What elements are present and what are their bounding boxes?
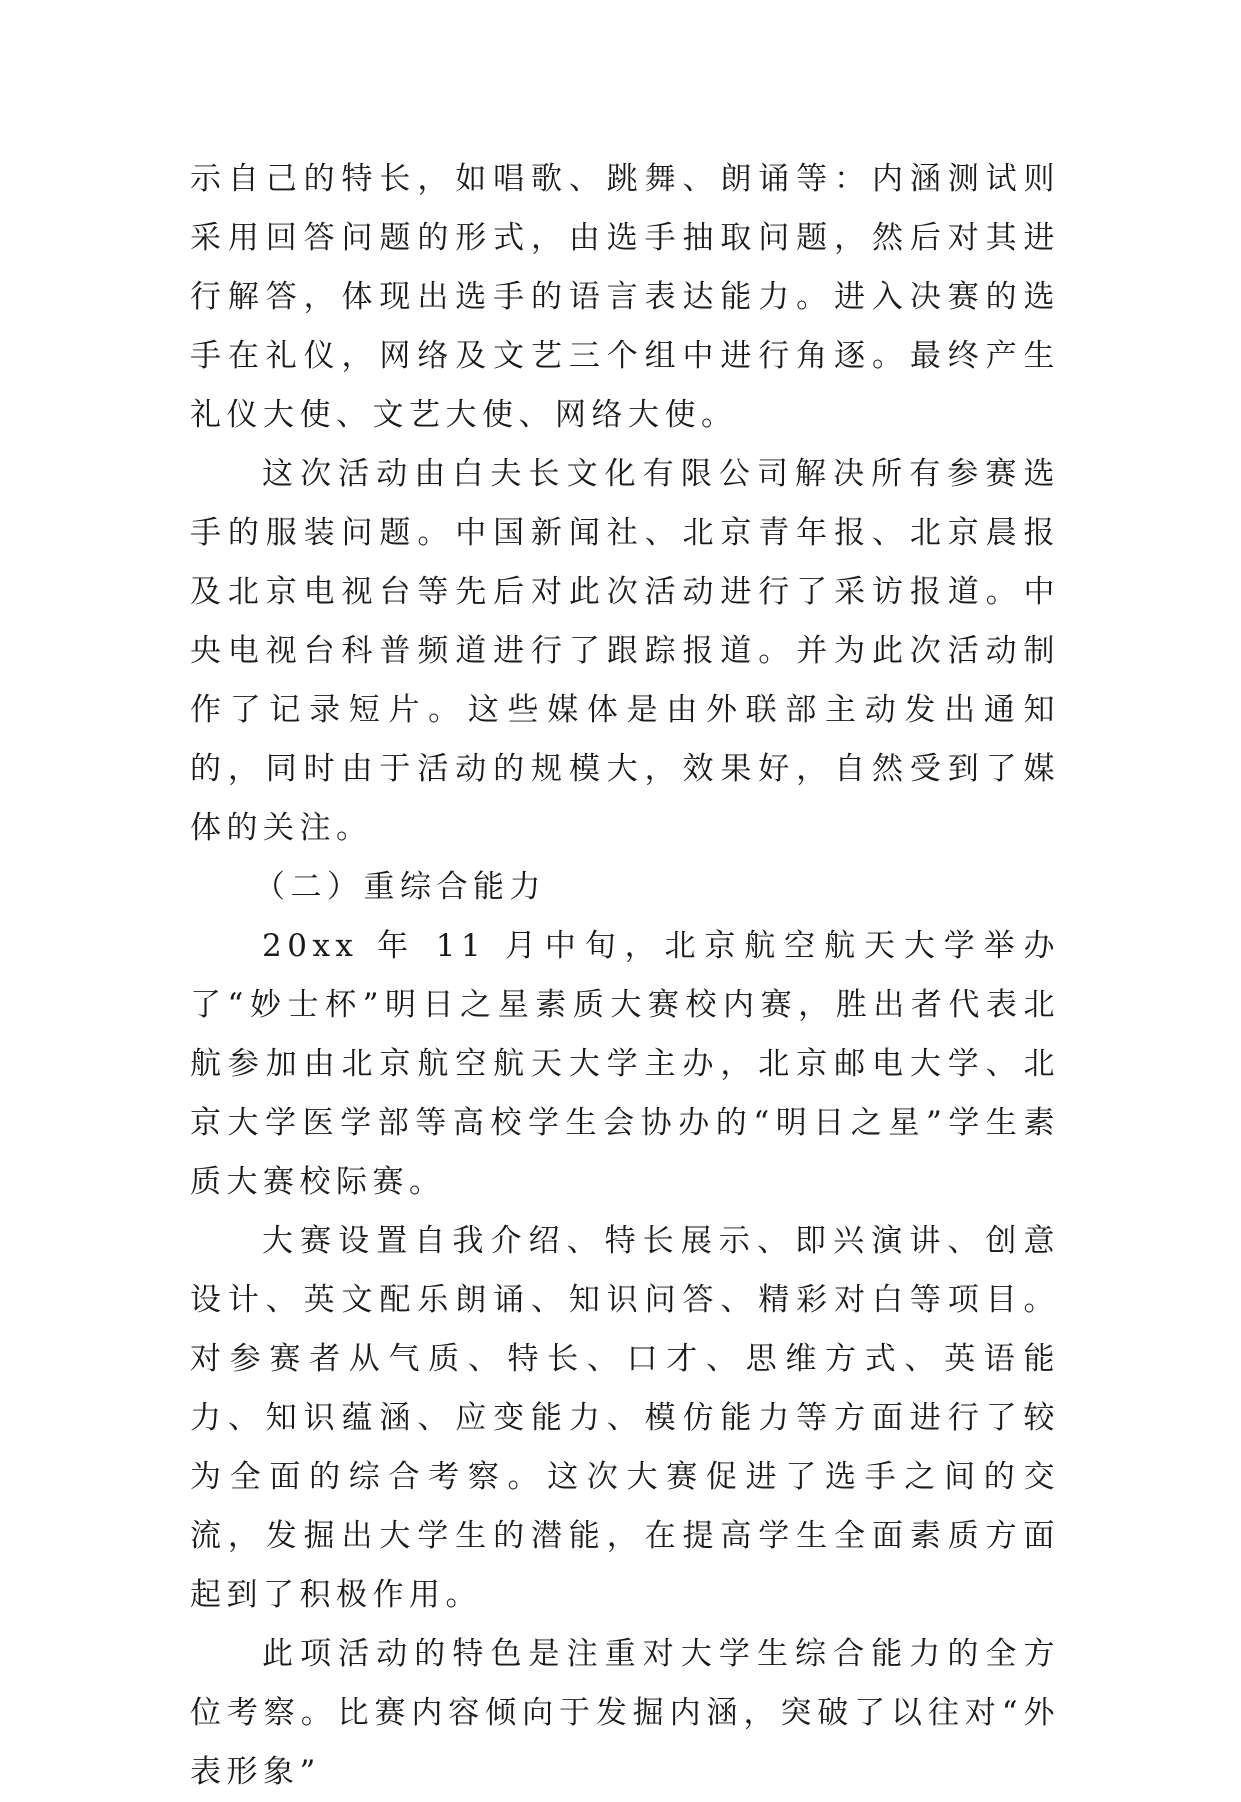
paragraph-continuation: 示自己的特长，如唱歌、跳舞、朗诵等：内涵测试则采用回答问题的形式，由选手抽取问题，然后对其进行解答，体现出选手的语言表达能力。进入决赛的选手在礼仪，网络及文艺三个组中进行角逐。最终产生礼仪大使、文艺大使、网络大使。 xyxy=(190,161,1060,433)
document-body xyxy=(190,150,1060,1802)
section-heading: （二）重综合能力 xyxy=(254,869,546,905)
paragraph-activity-feature: 此项活动的特色是注重对大学生综合能力的全方位考察。比赛内容倾向于发掘内涵，突破了以往对“外表形象” xyxy=(190,1636,1060,1790)
paragraph-media-coverage: 这次活动由白夫长文化有限公司解决所有参赛选手的服装问题。中国新闻社、北京青年报、北京晨报及北京电视台等先后对此次活动进行了采访报道。中央电视台科普频道进行了跟踪报道。并为此次活动制作了记录短片。这些媒体是由外联部主动发出通知的，同时由于活动的规模大，效果好，自然受到了媒体的关注。 xyxy=(190,456,1060,846)
paragraph-competition-intro: 20xx 年 11 月中旬，北京航空航天大学举办了“妙士杯”明日之星素质大赛校内赛，胜出者代表北航参加由北京航空航天大学主办，北京邮电大学、北京大学医学部等高校学生会协办的“明日之星”学生素质大赛校际赛。 xyxy=(190,928,1060,1200)
paragraph-competition-items: 大赛设置自我介绍、特长展示、即兴演讲、创意设计、英文配乐朗诵、知识问答、精彩对白等项目。对参赛者从气质、特长、口才、思维方式、英语能力、知识蕴涵、应变能力、模仿能力等方面进行了较为全面的综合考察。这次大赛促进了选手之间的交流，发掘出大学生的潜能，在提高学生全面素质方面起到了积极作用。 xyxy=(190,1223,1060,1613)
